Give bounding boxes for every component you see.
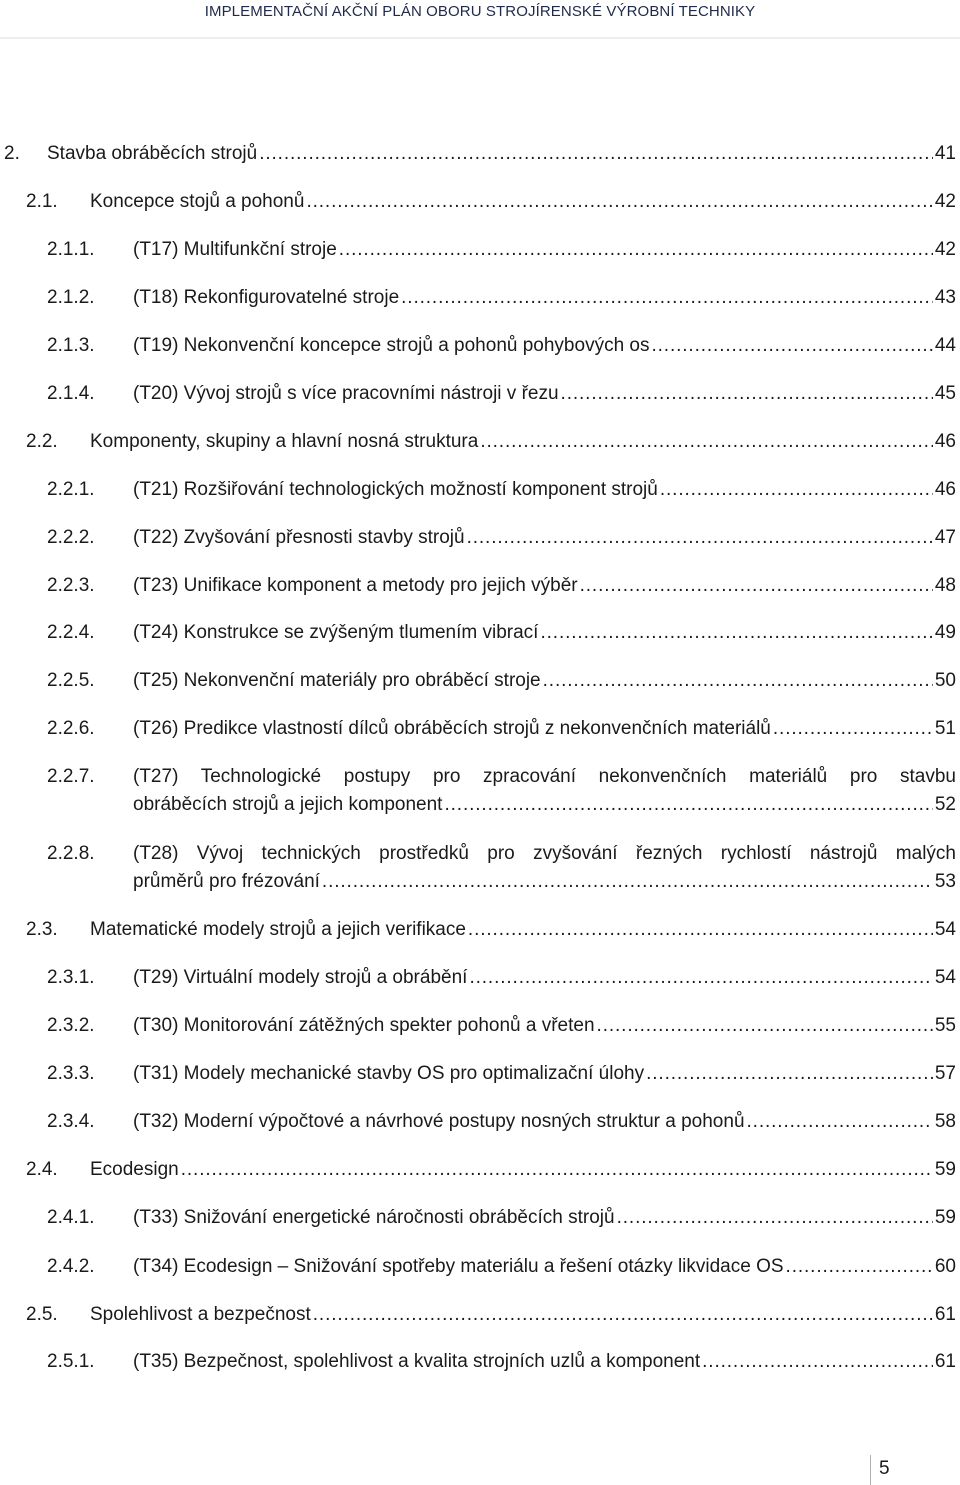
toc-line bbox=[133, 619, 956, 647]
dot-leader bbox=[339, 236, 933, 264]
toc-number: 2. bbox=[4, 143, 20, 164]
toc-title: (T24) Konstrukce se zvýšeným tlumením vibrací bbox=[133, 622, 539, 643]
toc-line bbox=[133, 791, 956, 819]
toc-title: (T23) Unifikace komponent a metody pro jejich výběr bbox=[133, 575, 578, 596]
toc-line bbox=[133, 1253, 956, 1281]
toc-line bbox=[90, 428, 956, 456]
toc-page: 48 bbox=[934, 575, 956, 596]
toc-title: Koncepce stojů a pohonů bbox=[90, 191, 305, 212]
toc-title: (T33) Snižování energetické náročnosti obráběcích strojů bbox=[133, 1207, 615, 1228]
toc-line bbox=[133, 868, 956, 896]
toc-page: 42 bbox=[934, 191, 956, 212]
toc-page: 59 bbox=[934, 1207, 956, 1228]
toc-page: 41 bbox=[934, 143, 956, 164]
toc-line bbox=[133, 380, 956, 408]
dot-leader bbox=[617, 1204, 933, 1232]
toc-page: 52 bbox=[934, 794, 956, 815]
toc-title: (T25) Nekonvenční materiály pro obráběcí stroje bbox=[133, 670, 541, 691]
toc-number: 2.2.7. bbox=[47, 766, 95, 787]
toc-line bbox=[133, 1012, 956, 1040]
page-number: 5 bbox=[870, 1455, 930, 1485]
toc-number: 2.3. bbox=[26, 919, 58, 940]
toc-title-line1: (T28) Vývoj technických prostředků pro zvyšování řezných rychlostí nástrojů malých bbox=[133, 843, 956, 864]
dot-leader bbox=[773, 715, 933, 743]
dot-leader bbox=[580, 572, 933, 600]
toc-page: 61 bbox=[934, 1304, 956, 1325]
toc-title: (T22) Zvyšování přesnosti stavby strojů bbox=[133, 527, 465, 548]
toc-number: 2.2.2. bbox=[47, 527, 95, 548]
dot-leader bbox=[306, 188, 932, 216]
toc-number: 2.4. bbox=[26, 1159, 58, 1180]
toc-number: 2.2.6. bbox=[47, 718, 95, 739]
toc-line bbox=[90, 1301, 956, 1329]
toc-title: (T26) Predikce vlastností dílců obráběcích strojů z nekonvenčních materiálů bbox=[133, 718, 771, 739]
toc-page: 45 bbox=[934, 383, 956, 404]
toc-title: (T20) Vývoj strojů s více pracovními nástroji v řezu bbox=[133, 383, 559, 404]
toc-title: (T17) Multifunkční stroje bbox=[133, 239, 337, 260]
toc-number: 2.2.3. bbox=[47, 575, 95, 596]
dot-leader bbox=[660, 476, 933, 504]
toc-line bbox=[133, 476, 956, 504]
toc-line bbox=[90, 1156, 956, 1184]
dot-leader bbox=[444, 791, 932, 819]
toc-title: (T31) Modely mechanické stavby OS pro optimalizační úlohy bbox=[133, 1063, 645, 1084]
dot-leader bbox=[786, 1253, 933, 1281]
toc-line bbox=[133, 1060, 956, 1088]
toc-line bbox=[133, 1204, 956, 1232]
dot-leader bbox=[181, 1156, 933, 1184]
toc-number: 2.3.1. bbox=[47, 967, 95, 988]
toc-page: 55 bbox=[934, 1015, 956, 1036]
toc-page: 54 bbox=[934, 919, 956, 940]
dot-leader bbox=[646, 1060, 933, 1088]
toc-page: 50 bbox=[934, 670, 956, 691]
toc-title: (T29) Virtuální modely strojů a obrábění bbox=[133, 967, 468, 988]
toc-title-line1: (T27) Technologické postupy pro zpracování nekonvenčních materiálů pro stavbu bbox=[133, 766, 956, 787]
toc-number: 2.4.1. bbox=[47, 1207, 95, 1228]
toc-page: 61 bbox=[934, 1351, 956, 1372]
toc-title: Komponenty, skupiny a hlavní nosná struktura bbox=[90, 431, 479, 452]
toc-page: 59 bbox=[934, 1159, 956, 1180]
toc-line bbox=[133, 1108, 956, 1136]
toc-page: 46 bbox=[934, 479, 956, 500]
toc-title: (T19) Nekonvenční koncepce strojů a pohonů pohybových os bbox=[133, 335, 650, 356]
toc-line bbox=[90, 188, 956, 216]
toc-page: 53 bbox=[934, 871, 956, 892]
dot-leader bbox=[469, 964, 932, 992]
dot-leader bbox=[468, 916, 933, 944]
toc-number: 2.1.4. bbox=[47, 383, 95, 404]
toc-line bbox=[47, 140, 956, 168]
dot-leader bbox=[702, 1348, 933, 1376]
dot-leader bbox=[597, 1012, 933, 1040]
running-header: IMPLEMENTAČNÍ AKČNÍ PLÁN OBORU STROJÍRENSKÉ VÝROBNÍ TECHNIKY bbox=[204, 3, 756, 20]
toc-line bbox=[133, 715, 956, 743]
dot-leader bbox=[543, 667, 933, 695]
toc-title: (T30) Monitorování zátěžných spekter pohonů a vřeten bbox=[133, 1015, 595, 1036]
toc-page: 49 bbox=[934, 622, 956, 643]
toc-line bbox=[133, 284, 956, 312]
toc-title: Ecodesign bbox=[90, 1159, 179, 1180]
toc-line bbox=[133, 964, 956, 992]
toc-page: 60 bbox=[934, 1256, 956, 1277]
toc-line bbox=[90, 916, 956, 944]
dot-leader bbox=[313, 1301, 933, 1329]
dot-leader bbox=[480, 428, 933, 456]
toc-number: 2.5.1. bbox=[47, 1351, 95, 1372]
toc-number: 2.2.4. bbox=[47, 622, 95, 643]
dot-leader bbox=[651, 332, 932, 360]
toc-number: 2.2.5. bbox=[47, 670, 95, 691]
toc-title: Spolehlivost a bezpečnost bbox=[90, 1304, 311, 1325]
toc-page: 54 bbox=[934, 967, 956, 988]
toc-number: 2.2.1. bbox=[47, 479, 95, 500]
toc-title: (T35) Bezpečnost, spolehlivost a kvalita strojních uzlů a komponent bbox=[133, 1351, 701, 1372]
toc-line bbox=[133, 332, 956, 360]
dot-leader bbox=[561, 380, 933, 408]
toc-page: 43 bbox=[934, 287, 956, 308]
toc-number: 2.1. bbox=[26, 191, 58, 212]
toc-title: Matematické modely strojů a jejich verifikace bbox=[90, 919, 466, 940]
toc-number: 2.4.2. bbox=[47, 1256, 95, 1277]
toc-page: 46 bbox=[934, 431, 956, 452]
toc-page: 47 bbox=[934, 527, 956, 548]
toc-number: 2.3.2. bbox=[47, 1015, 95, 1036]
toc-number: 2.1.2. bbox=[47, 287, 95, 308]
toc-number: 2.1.3. bbox=[47, 335, 95, 356]
toc-line bbox=[133, 1348, 956, 1376]
toc-title: obráběcích strojů a jejich komponent bbox=[133, 794, 443, 815]
dot-leader bbox=[322, 868, 933, 896]
toc-title: (T18) Rekonfigurovatelné stroje bbox=[133, 287, 400, 308]
dot-leader bbox=[540, 619, 932, 647]
toc-page: 57 bbox=[934, 1063, 956, 1084]
toc-page: 42 bbox=[934, 239, 956, 260]
toc-number: 2.3.3. bbox=[47, 1063, 95, 1084]
toc-number: 2.2. bbox=[26, 431, 58, 452]
toc-number: 2.3.4. bbox=[47, 1111, 95, 1132]
toc-title: Stavba obráběcích strojů bbox=[47, 143, 258, 164]
toc-title: (T34) Ecodesign – Snižování spotřeby materiálu a řešení otázky likvidace OS bbox=[133, 1256, 784, 1277]
toc-title: (T32) Moderní výpočtové a návrhové postupy nosných struktur a pohonů bbox=[133, 1111, 745, 1132]
toc-number: 2.1.1. bbox=[47, 239, 95, 260]
toc-line bbox=[133, 524, 956, 552]
dot-leader bbox=[401, 284, 933, 312]
toc-line bbox=[133, 236, 956, 264]
toc-number: 2.5. bbox=[26, 1304, 58, 1325]
toc-line bbox=[133, 572, 956, 600]
toc-title: průměrů pro frézování bbox=[133, 871, 320, 892]
toc-page: 58 bbox=[934, 1111, 956, 1132]
dot-leader bbox=[747, 1108, 933, 1136]
dot-leader bbox=[259, 140, 933, 168]
toc-line bbox=[133, 667, 956, 695]
dot-leader bbox=[467, 524, 933, 552]
toc-number: 2.2.8. bbox=[47, 843, 95, 864]
toc-page: 51 bbox=[934, 718, 956, 739]
toc-page: 44 bbox=[934, 335, 956, 356]
toc-title: (T21) Rozšiřování technologických možností komponent strojů bbox=[133, 479, 658, 500]
